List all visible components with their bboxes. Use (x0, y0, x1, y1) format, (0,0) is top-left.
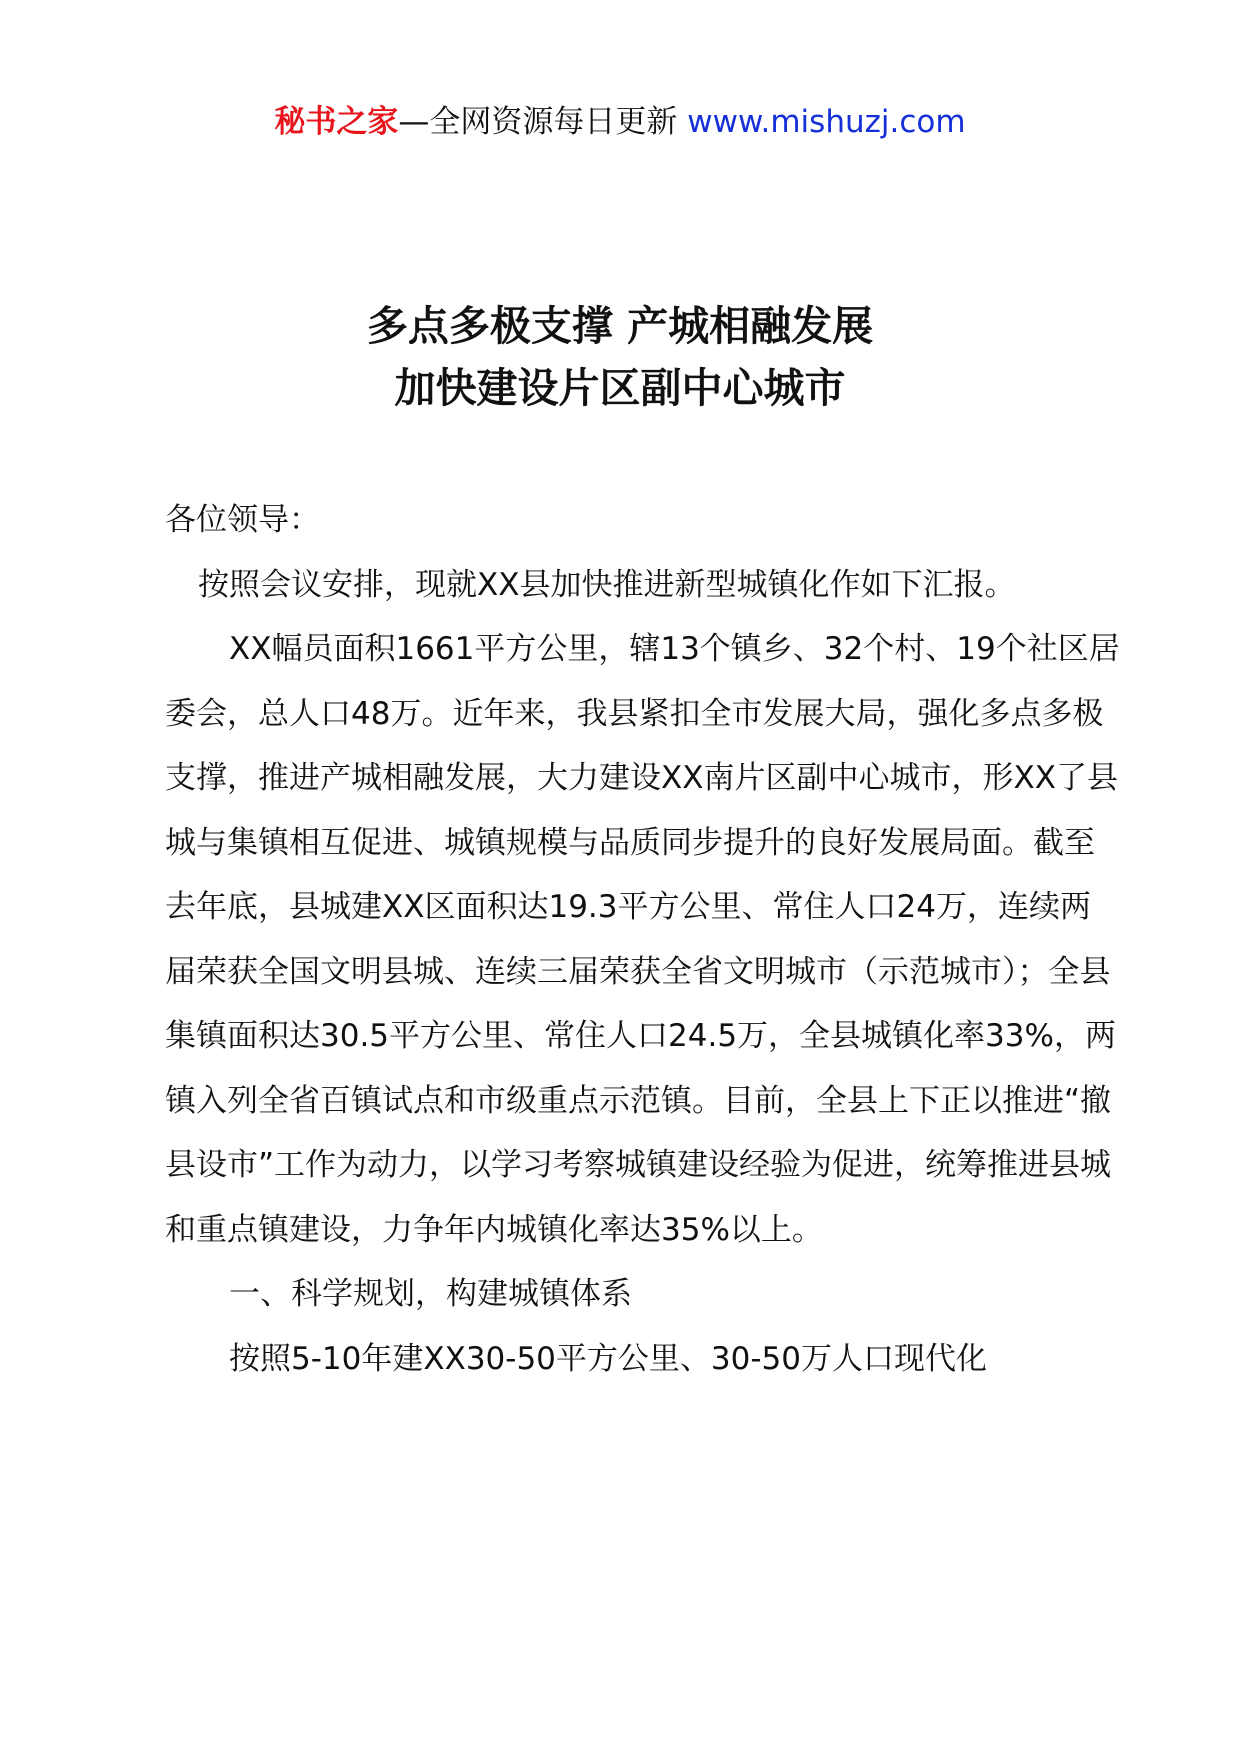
intro-paragraph: 按照会议安排，现就XX县加快推进新型城镇化作如下汇报。 (198, 566, 1016, 603)
document-title-line-1: 多点多极支撑 产城相融发展 (366, 302, 874, 350)
site-tagline: —全网资源每日更新 (398, 104, 688, 140)
site-header (0, 100, 1240, 144)
section-heading: 一、科学规划，构建城镇体系 (229, 1276, 632, 1312)
document-body (165, 488, 1120, 1391)
site-url-link[interactable]: www.mishuzj.com (687, 104, 966, 140)
document-title-line-2: 加快建设片区副中心城市 (394, 364, 846, 412)
section-paragraph: 按照5-10年建XX30-50平方公里、30-50万人口现代化 (229, 1340, 987, 1377)
site-brand: 秘书之家 (274, 104, 399, 140)
salutation: 各位领导： (165, 502, 320, 538)
overview-paragraph: XX幅员面积1661平方公里，辖13个镇乡、32个村、19个社区居委会，总人口48万。近年来，我县紧扣全市发展大局，强化多点多极支撑，推进产城相融发展，大力建设XX南片区副中心城市，形XX了县城与集镇相互促进、城镇规模与品质同步提升的良好发展局面。截至去年底，县城建XX区面积达19.3平方公里、常住人口24万，连续两届荣获全国文明县城、连续三届荣获全省文明城市（示范城市）；全县集镇面积达30.5平方公里、常住人口24.5万，全县城镇化率33%，两镇入列全省百镇试点和市级重点示范镇。目前，全县上下正以推进“撤县设市”工作为动力，以学习考察城镇建设经验为促进，统筹推进县城和重点镇建设，力争年内城镇化率达35%以上。 (165, 631, 1120, 1248)
